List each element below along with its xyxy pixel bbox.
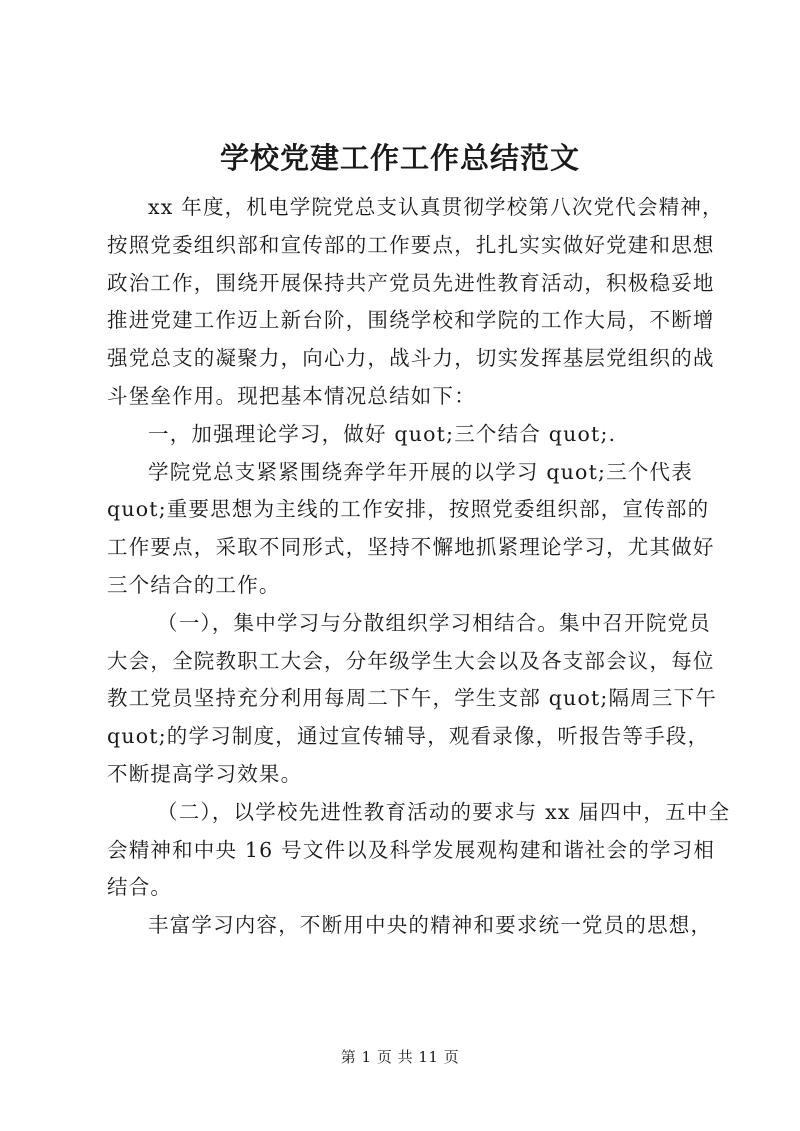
body-line: xx 年度，机电学院党总支认真贯彻学校第八次党代会精神， [148, 195, 724, 219]
body-line: 学院党总支紧紧围绕奔学年开展的以学习 quot;三个代表 [148, 459, 693, 484]
section-heading: 一，加强理论学习，做好 quot;三个结合 quot;. [148, 421, 617, 446]
body-line: （一），集中学习与分散组织学习相结合。集中召开院党员 [157, 610, 711, 635]
body-line: 大会，全院教职工大会，分年级学生大会以及各支部会议，每位 [107, 648, 715, 673]
body-line: quot;重要思想为主线的工作安排，按照党委组织部，宣传部的 [107, 497, 710, 522]
body-line: 丰富学习内容，不断用中央的精神和要求统一党员的思想， [148, 913, 713, 938]
body-line: 强党总支的凝聚力，向心力，战斗力，切实发挥基层党组织的战 [107, 346, 715, 371]
body-line: 政治工作，围绕开展保持共产党员先进性教育活动，积极稳妥地 [107, 270, 715, 295]
body-line: 不断提高学习效果。 [107, 761, 303, 786]
body-line: （二），以学校先进性教育活动的要求与 xx 届四中，五中全 [157, 799, 731, 824]
body-line: 按照党委组织部和宣传部的工作要点，扎扎实实做好党建和思想 [107, 232, 715, 257]
body-line: 推进党建工作迈上新台阶，围绕学校和学院的工作大局，不断增 [107, 308, 715, 333]
body-line: 三个结合的工作。 [107, 572, 281, 597]
body-line: 结合。 [107, 875, 173, 900]
document-title: 学校党建工作工作总结范文 [219, 141, 580, 175]
body-line: quot;的学习制度，通过宣传辅导，观看录像，听报告等手段， [107, 724, 710, 749]
page-number-footer: 第 1 页 共 11 页 [340, 1048, 460, 1066]
body-line: 教工党员坚持充分利用每周二下午，学生支部 quot;隔周三下午 [107, 686, 718, 711]
body-line: 会精神和中央 16 号文件以及科学发展观构建和谐社会的学习相 [107, 837, 716, 862]
document-body [107, 189, 731, 945]
body-line: 斗堡垒作用。现把基本情况总结如下： [107, 383, 476, 408]
body-line: 工作要点，采取不同形式，坚持不懈地抓紧理论学习，尤其做好 [107, 535, 715, 560]
